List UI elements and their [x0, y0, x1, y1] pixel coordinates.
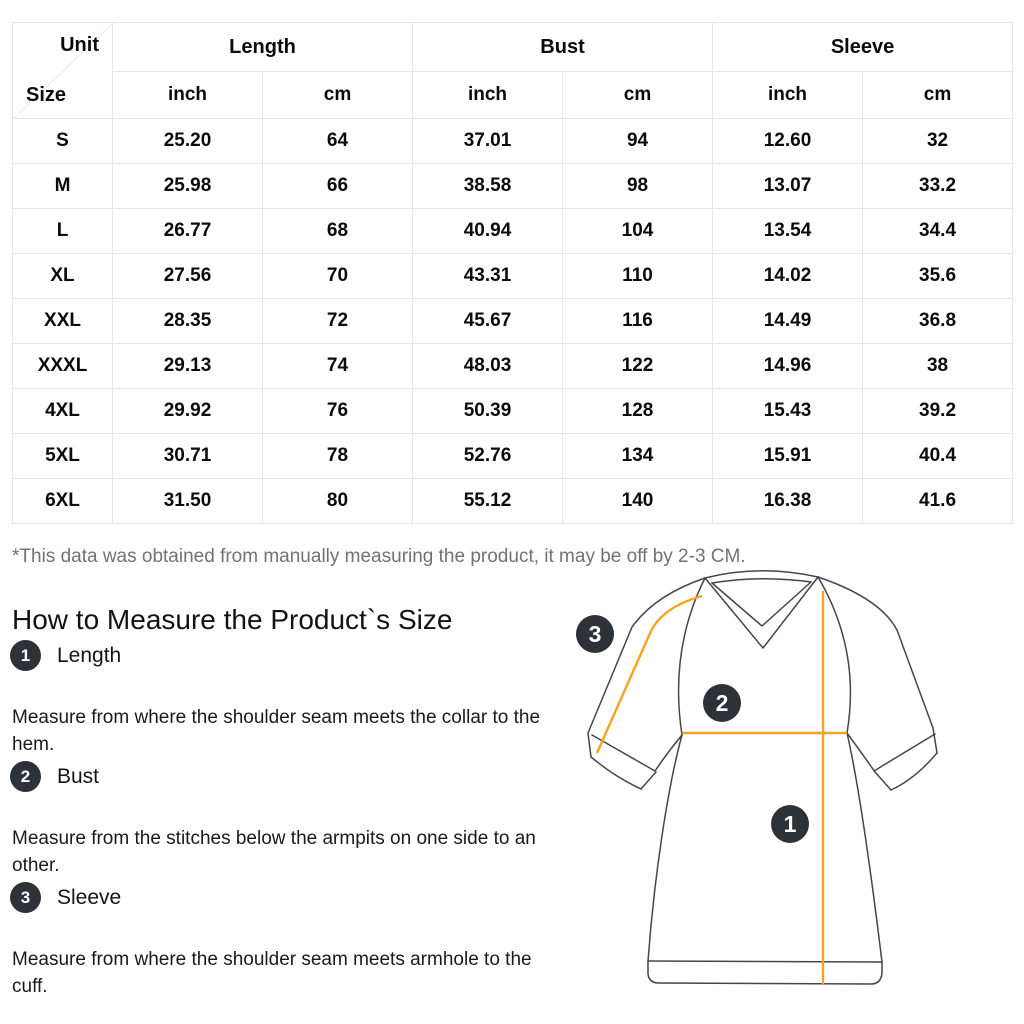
table-row: [13, 299, 1013, 344]
measurement-cell: 25.20: [113, 119, 263, 164]
measurement-cell: 13.07: [713, 164, 863, 209]
table-row: [13, 344, 1013, 389]
item-label: Length: [57, 643, 122, 667]
measurement-cell: 31.50: [113, 479, 263, 524]
measurement-cell: 41.6: [863, 479, 1013, 524]
column-group-length: Length: [113, 23, 413, 72]
measurement-cell: 43.31: [413, 254, 563, 299]
unit-header: cm: [263, 72, 413, 119]
marker-1-number: 1: [783, 811, 797, 837]
measurement-cell: 35.6: [863, 254, 1013, 299]
measurement-cell: 94: [563, 119, 713, 164]
table-row: [13, 119, 1013, 164]
column-group-sleeve: Sleeve: [713, 23, 1013, 72]
item-number-badge: 2: [10, 761, 41, 792]
measure-description-length: Measure from where the shoulder seam meets the collar to the hem.: [12, 707, 541, 755]
tshirt-measure-diagram: [555, 550, 1024, 1020]
measurement-cell: 68: [263, 209, 413, 254]
table-corner-cell: [13, 23, 113, 119]
measure-description-sleeve: Measure from where the shoulder seam meets armhole to the cuff.: [12, 949, 532, 997]
measure-item-length: [10, 640, 121, 671]
unit-header: inch: [713, 72, 863, 119]
measurement-cell: 78: [263, 434, 413, 479]
item-number-badge: 1: [10, 640, 41, 671]
unit-header: inch: [113, 72, 263, 119]
measurement-cell: 104: [563, 209, 713, 254]
measurement-cell: 40.4: [863, 434, 1013, 479]
column-group-bust: Bust: [413, 23, 713, 72]
size-label-cell: XXXL: [13, 344, 113, 389]
marker-3-number: 3: [588, 621, 602, 647]
item-label: Bust: [57, 764, 100, 788]
size-label-cell: M: [13, 164, 113, 209]
measurement-cell: 26.77: [113, 209, 263, 254]
table-unit-header-row: [13, 72, 1013, 119]
measurement-cell: 40.94: [413, 209, 563, 254]
measurement-cell: 55.12: [413, 479, 563, 524]
measure-lines: [597, 591, 847, 984]
table-group-header-row: [13, 23, 1013, 72]
measurement-cell: 50.39: [413, 389, 563, 434]
measurement-cell: 70: [263, 254, 413, 299]
measurement-cell: 16.38: [713, 479, 863, 524]
measurement-cell: 116: [563, 299, 713, 344]
measurement-cell: 122: [563, 344, 713, 389]
measurement-cell: 36.8: [863, 299, 1013, 344]
measurement-cell: 28.35: [113, 299, 263, 344]
measure-item-bust: [10, 761, 99, 792]
measurement-cell: 29.92: [113, 389, 263, 434]
measurement-cell: 14.96: [713, 344, 863, 389]
size-label-cell: L: [13, 209, 113, 254]
diagram-markers: [576, 615, 809, 843]
measurement-cell: 66: [263, 164, 413, 209]
size-label-cell: XL: [13, 254, 113, 299]
measurement-cell: 80: [263, 479, 413, 524]
measure-item-sleeve: [10, 882, 121, 913]
marker-2-number: 2: [715, 690, 729, 716]
size-label-cell: 6XL: [13, 479, 113, 524]
measurement-cell: 45.67: [413, 299, 563, 344]
unit-header: cm: [863, 72, 1013, 119]
table-row: [13, 434, 1013, 479]
measurement-cell: 27.56: [113, 254, 263, 299]
measurement-cell: 38.58: [413, 164, 563, 209]
measurement-cell: 140: [563, 479, 713, 524]
table-row: [13, 164, 1013, 209]
table-row: [13, 479, 1013, 524]
measurement-cell: 32: [863, 119, 1013, 164]
measurement-cell: 25.98: [113, 164, 263, 209]
measurement-cell: 37.01: [413, 119, 563, 164]
measurement-cell: 14.02: [713, 254, 863, 299]
measurement-cell: 76: [263, 389, 413, 434]
unit-header: cm: [563, 72, 713, 119]
measurement-cell: 134: [563, 434, 713, 479]
size-chart-table: [12, 22, 1013, 524]
measure-description-bust: Measure from the stitches below the armpits on one side to an other.: [12, 828, 536, 876]
size-label-cell: XXL: [13, 299, 113, 344]
item-number-badge: 3: [10, 882, 41, 913]
measurement-cell: 48.03: [413, 344, 563, 389]
measurement-cell: 15.43: [713, 389, 863, 434]
measurement-disclaimer: *This data was obtained from manually measuring the product, it may be off by 2-3 CM.: [12, 546, 746, 567]
measurement-cell: 128: [563, 389, 713, 434]
measurement-cell: 12.60: [713, 119, 863, 164]
corner-size-label: Size: [26, 84, 67, 106]
measurement-cell: 34.4: [863, 209, 1013, 254]
measurement-cell: 13.54: [713, 209, 863, 254]
measurement-cell: 33.2: [863, 164, 1013, 209]
measurement-cell: 29.13: [113, 344, 263, 389]
measurement-cell: 64: [263, 119, 413, 164]
measurement-cell: 15.91: [713, 434, 863, 479]
how-to-measure-heading: How to Measure the Product`s Size: [12, 604, 453, 636]
measurement-cell: 39.2: [863, 389, 1013, 434]
size-label-cell: 5XL: [13, 434, 113, 479]
table-row: [13, 254, 1013, 299]
size-label-cell: S: [13, 119, 113, 164]
size-table-body: [13, 119, 1013, 524]
unit-header: inch: [413, 72, 563, 119]
size-label-cell: 4XL: [13, 389, 113, 434]
measurement-cell: 14.49: [713, 299, 863, 344]
measurement-cell: 110: [563, 254, 713, 299]
measurement-cell: 30.71: [113, 434, 263, 479]
table-row: [13, 209, 1013, 254]
measurement-cell: 52.76: [413, 434, 563, 479]
measurement-cell: 74: [263, 344, 413, 389]
corner-unit-label: Unit: [60, 34, 99, 56]
table-row: [13, 389, 1013, 434]
tshirt-outline: [588, 571, 937, 984]
item-label: Sleeve: [57, 885, 122, 909]
measurement-cell: 38: [863, 344, 1013, 389]
measurement-cell: 72: [263, 299, 413, 344]
measurement-cell: 98: [563, 164, 713, 209]
